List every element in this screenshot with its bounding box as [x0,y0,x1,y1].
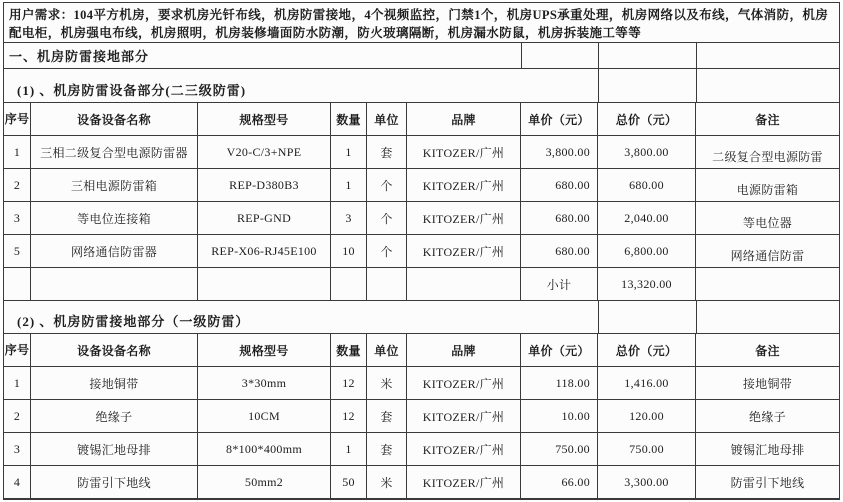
cell-remark: 电源防雷箱 [736,183,799,197]
cell-remark: 接地铜带 [742,376,793,391]
empty-cell [696,301,839,333]
cell-qty: 1 [331,433,367,465]
col-header-unit-price: 单价（元） [521,103,598,135]
cell-qty: 3 [331,202,367,234]
cell-remark: 网络通信防雷 [730,249,805,263]
cell-total-price: 6,800.00 [598,235,696,267]
cell-qty: 1 [331,169,367,201]
col-header-name: 设备设备名称 [31,103,198,135]
cell-total-price: 680.00 [598,169,696,201]
table-row [4,235,839,268]
col-header-qty: 数量 [331,334,367,366]
cell-brand: KITOZER/广州 [407,433,521,465]
cell-unit-price: 680.00 [521,169,598,201]
col-header-total-price: 总价（元） [598,103,696,135]
cell-spec: 10CM [198,400,331,432]
cell-spec: 50mm2 [198,466,331,498]
cell-remark: 镀锡汇地母排 [730,442,805,457]
cell-unit: 米 [367,367,407,399]
empty-cell [696,268,839,300]
cell-spec: V20-C/3+NPE [198,136,331,168]
empty-cell [598,43,696,68]
cell-spec: REP-X06-RJ45E100 [198,235,331,267]
cell-index: 1 [4,367,31,399]
table-row [4,466,839,499]
table-row [4,169,839,202]
empty-cell [598,301,696,333]
cell-unit-price: 118.00 [521,367,598,399]
subsection-title-1: (1) 、机房防雷设备部分(二三级防雷) [17,83,247,98]
cell-qty: 10 [331,235,367,267]
cell-total-price: 3,800.00 [598,136,696,168]
cell-index: 1 [4,136,31,168]
col-header-remark: 备注 [755,343,780,358]
subtotal-row [4,268,839,301]
cell-spec: 3*30mm [198,367,331,399]
empty-cell [598,69,696,102]
subsection-row-1 [4,69,839,103]
cell-unit-price: 750.00 [521,433,598,465]
cell-brand: KITOZER/广州 [407,466,521,498]
cell-name: 防雷引下地线 [31,466,198,498]
cell-name: 接地铜带 [31,367,198,399]
col-header-name: 设备设备名称 [31,334,198,366]
col-header-unit: 单位 [367,334,407,366]
cell-brand: KITOZER/广州 [407,235,521,267]
cell-unit: 个 [367,169,407,201]
col-header-spec: 规格型号 [198,334,331,366]
cell-remark: 等电位器 [742,216,793,230]
empty-cell [696,43,839,68]
cell-index: 5 [4,235,31,267]
cell-unit: 个 [367,235,407,267]
cell-qty: 12 [331,400,367,432]
table-row [4,202,839,235]
empty-cell [407,268,521,300]
cell-total-price: 2,040.00 [598,202,696,234]
col-header-remark: 备注 [755,112,780,127]
cell-spec: 8*100*400mm [198,433,331,465]
col-header-unit: 单位 [367,103,407,135]
requirements-text: 用户需求：104平方机房，要求机房光钎布线，机房防雷接地，4个视频监控，门禁1个，机房UPS承重处理，机房网络以及布线，气体消防，机房配电柜，机房强电布线，机房照明，机房装修墙面防水防潮，防火玻璃隔断，机房漏水防鼠，机房拆装施工等等 [4,3,839,43]
empty-cell [31,268,198,300]
cell-remark: 二级复合型电源防雷 [712,150,823,164]
cell-index: 2 [4,400,31,432]
cell-remark: 防雷引下地线 [730,475,805,490]
table-row [4,400,839,433]
empty-cell [198,268,331,300]
equipment-table-2 [4,334,839,499]
cell-unit-price: 680.00 [521,202,598,234]
cell-brand: KITOZER/广州 [407,202,521,234]
cell-index: 3 [4,433,31,465]
cell-brand: KITOZER/广州 [407,400,521,432]
cell-brand: KITOZER/广州 [407,169,521,201]
subtotal-label: 小计 [521,268,598,300]
empty-cell [521,43,598,68]
col-header-qty: 数量 [331,103,367,135]
col-header-brand: 品牌 [407,103,521,135]
cell-qty: 12 [331,367,367,399]
cell-unit: 套 [367,433,407,465]
cell-unit: 套 [367,400,407,432]
cell-unit: 套 [367,136,407,168]
cell-brand: KITOZER/广州 [407,367,521,399]
cell-name: 网络通信防雷器 [31,235,198,267]
cell-name: 三相电源防雷箱 [31,169,198,201]
cell-unit: 米 [367,466,407,498]
cell-total-price: 750.00 [598,433,696,465]
cell-total-price: 1,416.00 [598,367,696,399]
empty-cell [696,69,839,102]
cell-unit-price: 66.00 [521,466,598,498]
subtotal-value: 13,320.00 [598,268,696,300]
table-row [4,367,839,400]
cell-index: 4 [4,466,31,498]
cell-index: 3 [4,202,31,234]
cell-unit-price: 680.00 [521,235,598,267]
cell-unit-price: 10.00 [521,400,598,432]
table-header-row [4,103,839,136]
cell-name: 镀锡汇地母排 [31,433,198,465]
empty-cell [4,268,31,300]
subsection-title-2: (2) 、机房防雷接地部分（一级防雷） [17,314,250,329]
cell-qty: 1 [331,136,367,168]
cell-total-price: 3,300.00 [598,466,696,498]
cell-unit: 个 [367,202,407,234]
section-title: 一、机房防雷接地部分 [9,49,150,64]
section-row [4,43,839,69]
col-header-spec: 规格型号 [198,103,331,135]
cell-unit-price: 3,800.00 [521,136,598,168]
equipment-table-1 [4,103,839,301]
table-row [4,433,839,466]
cell-spec: REP-GND [198,202,331,234]
cell-index: 2 [4,169,31,201]
col-header-unit-price: 单价（元） [521,334,598,366]
empty-cell [367,268,407,300]
cell-name: 绝缘子 [31,400,198,432]
table-header-row [4,334,839,367]
col-header-index: 序号 [4,334,31,366]
cell-total-price: 120.00 [598,400,696,432]
cell-brand: KITOZER/广州 [407,136,521,168]
cell-spec: REP-D380B3 [198,169,331,201]
empty-cell [331,268,367,300]
subsection-row-2 [4,301,839,334]
cell-qty: 50 [331,466,367,498]
table-row [4,136,839,169]
col-header-total-price: 总价（元） [598,334,696,366]
cell-remark: 绝缘子 [749,409,786,424]
col-header-index: 序号 [4,103,31,135]
cell-name: 等电位连接箱 [31,202,198,234]
document [3,2,840,500]
col-header-brand: 品牌 [407,334,521,366]
cell-name: 三相二级复合型电源防雷器 [31,136,198,168]
